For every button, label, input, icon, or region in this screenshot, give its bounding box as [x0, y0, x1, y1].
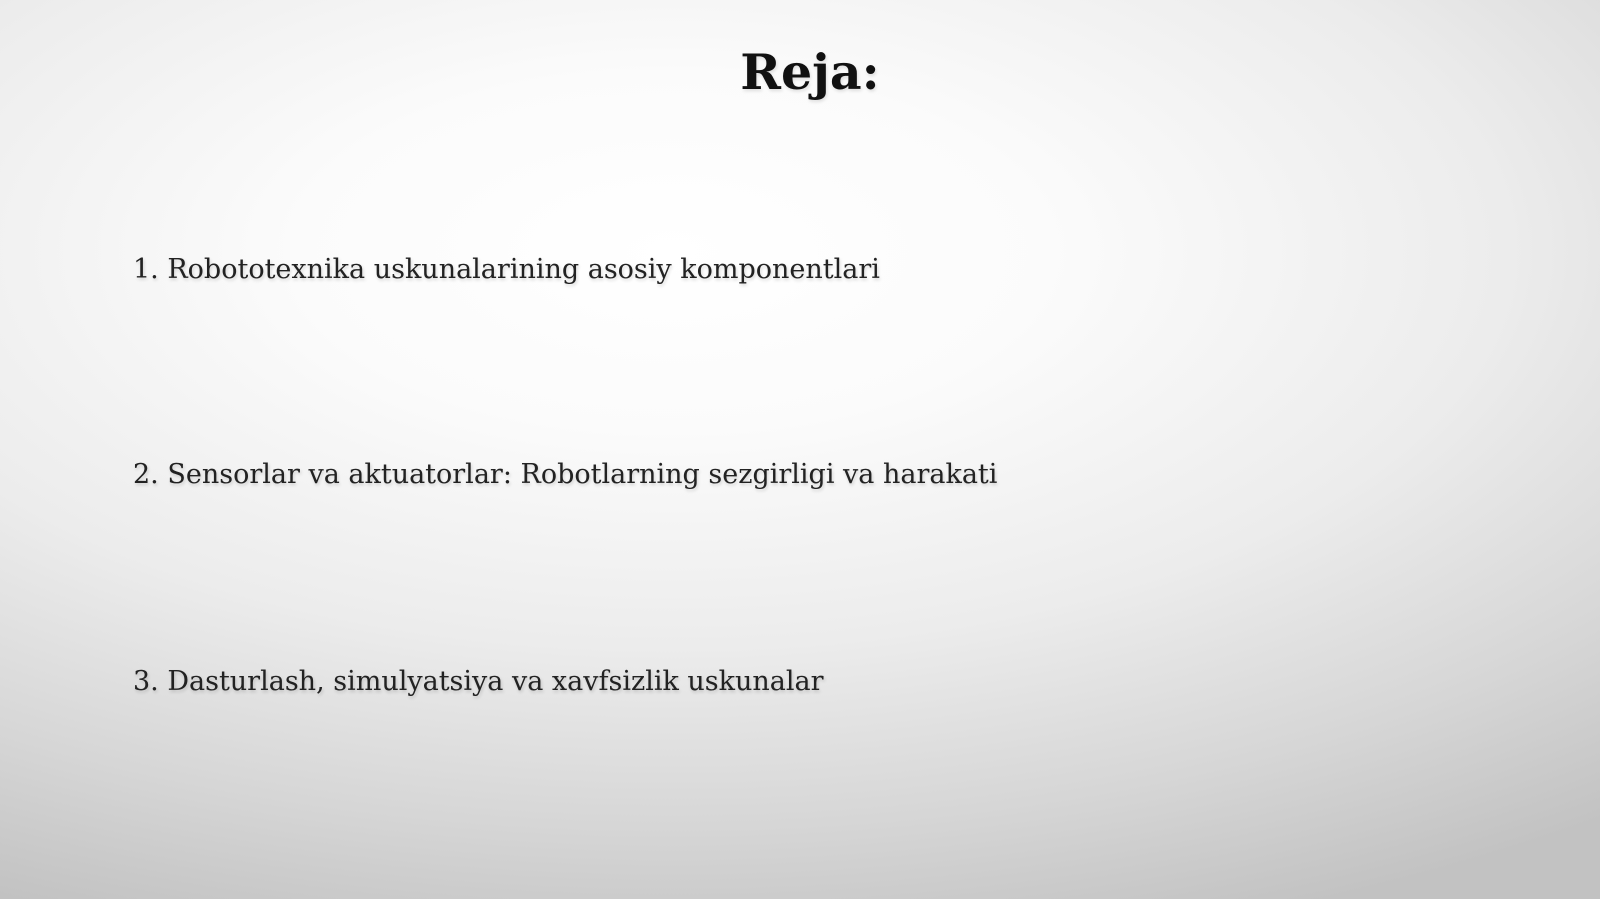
slide-title: Reja: — [740, 43, 880, 101]
plan-item-3: 3. Dasturlash, simulyatsiya va xavfsizlik uskunalar — [133, 666, 824, 697]
plan-item-2: 2. Sensorlar va aktuatorlar: Robotlarning sezgirligi va harakati — [133, 459, 998, 490]
plan-item-1: 1. Robototexnika uskunalarining asosiy komponentlari — [133, 254, 880, 285]
